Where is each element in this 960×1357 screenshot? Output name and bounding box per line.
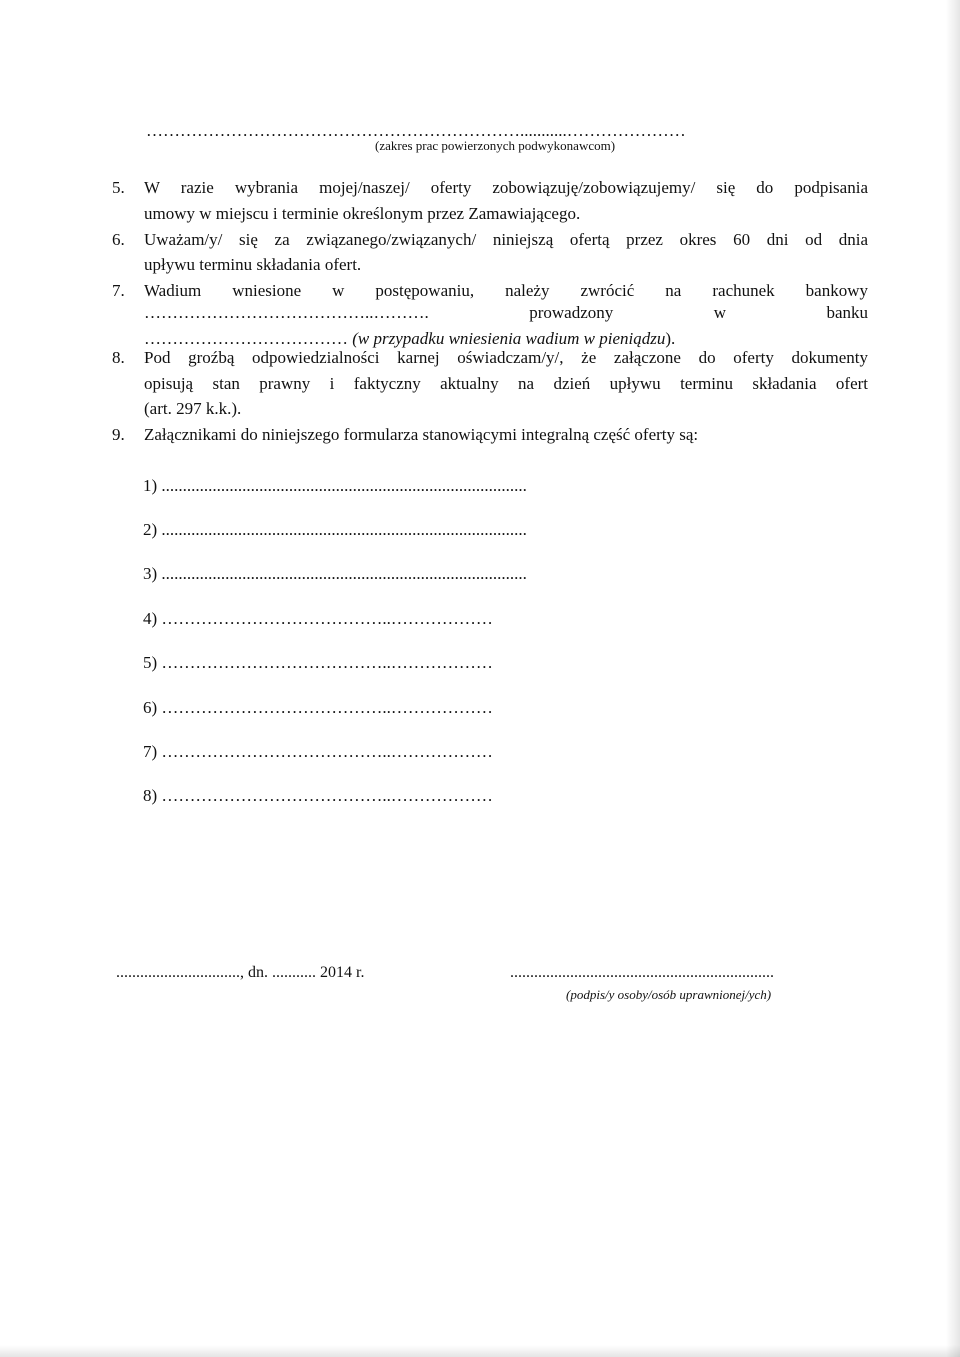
item-7-line-1: Wadium wniesione w postępowaniu, należy zwrócić na rachunek bankowy [144,281,868,300]
item-8-line-1: Pod groźbą odpowiedzialności karnej oświadczam/y/, że załączone do oferty dokumenty [144,348,868,367]
attachment-line-7: 7) …………………………………..……………… [143,742,493,761]
item-7-line-3-dots: ……………………………… [144,329,353,348]
item-7-line-3 [144,329,675,349]
item-6-line-2: upływu terminu składania ofert. [144,255,362,274]
attachment-line-2: 2) ...................................................................................... [143,520,527,539]
signature-dots: .................................................................. [510,964,774,981]
place-date-line: ..............................., dn. ........... 2014 r. [116,964,365,981]
item-6-number: 6. [112,230,125,249]
item-5-number: 5. [112,178,125,197]
item-5-line-2: umowy w miejscu i terminie określonym przez Zamawiającego. [144,204,581,223]
item-7-line-2: …………………………………..………. prowadzony w banku [144,303,868,322]
page-edge-shadow-bottom [0,1345,960,1357]
item-7-deposit-note: (w przypadku wniesienia wadium w pieniądzu [352,329,666,348]
item-8-number: 8. [112,348,125,367]
attachment-line-8: 8) …………………………………..……………… [143,786,493,805]
attachment-line-4: 4) …………………………………..……………… [143,609,493,628]
item-8-line-3: (art. 297 k.k.). [144,399,242,418]
item-6-line-1: Uważam/y/ się za związanego/związanych/ niniejszą ofertą przez okres 60 dni od dnia [144,230,868,249]
attachment-line-6: 6) …………………………………..……………… [143,698,493,717]
attachment-line-3: 3) ...................................................................................... [143,564,527,583]
item-9-line-1: Załącznikami do niniejszego formularza stanowiącymi integralną część oferty są: [144,425,699,444]
attachment-line-1: 1) ...................................................................................... [143,476,527,495]
subcontract-scope-dots: …………………………………………………………...........………………… [146,121,686,140]
item-8-line-2: opisują stan prawny i faktyczny aktualny na dzień upływu terminu składania ofert [144,374,868,393]
attachment-line-5: 5) …………………………………..……………… [143,653,493,672]
page-edge-shadow-right [946,0,960,1357]
signature-caption: (podpis/y osoby/osób uprawnionej/ych) [566,987,772,1002]
subcontract-scope-caption: (zakres prac powierzonych podwykonawcom) [375,138,616,153]
item-7-line-3-end: ). [665,329,676,348]
item-9-number: 9. [112,425,125,444]
item-5-line-1: W razie wybrania mojej/naszej/ oferty zobowiązuję/zobowiązujemy/ się do podpisania [144,178,868,197]
item-7-number: 7. [112,281,125,300]
